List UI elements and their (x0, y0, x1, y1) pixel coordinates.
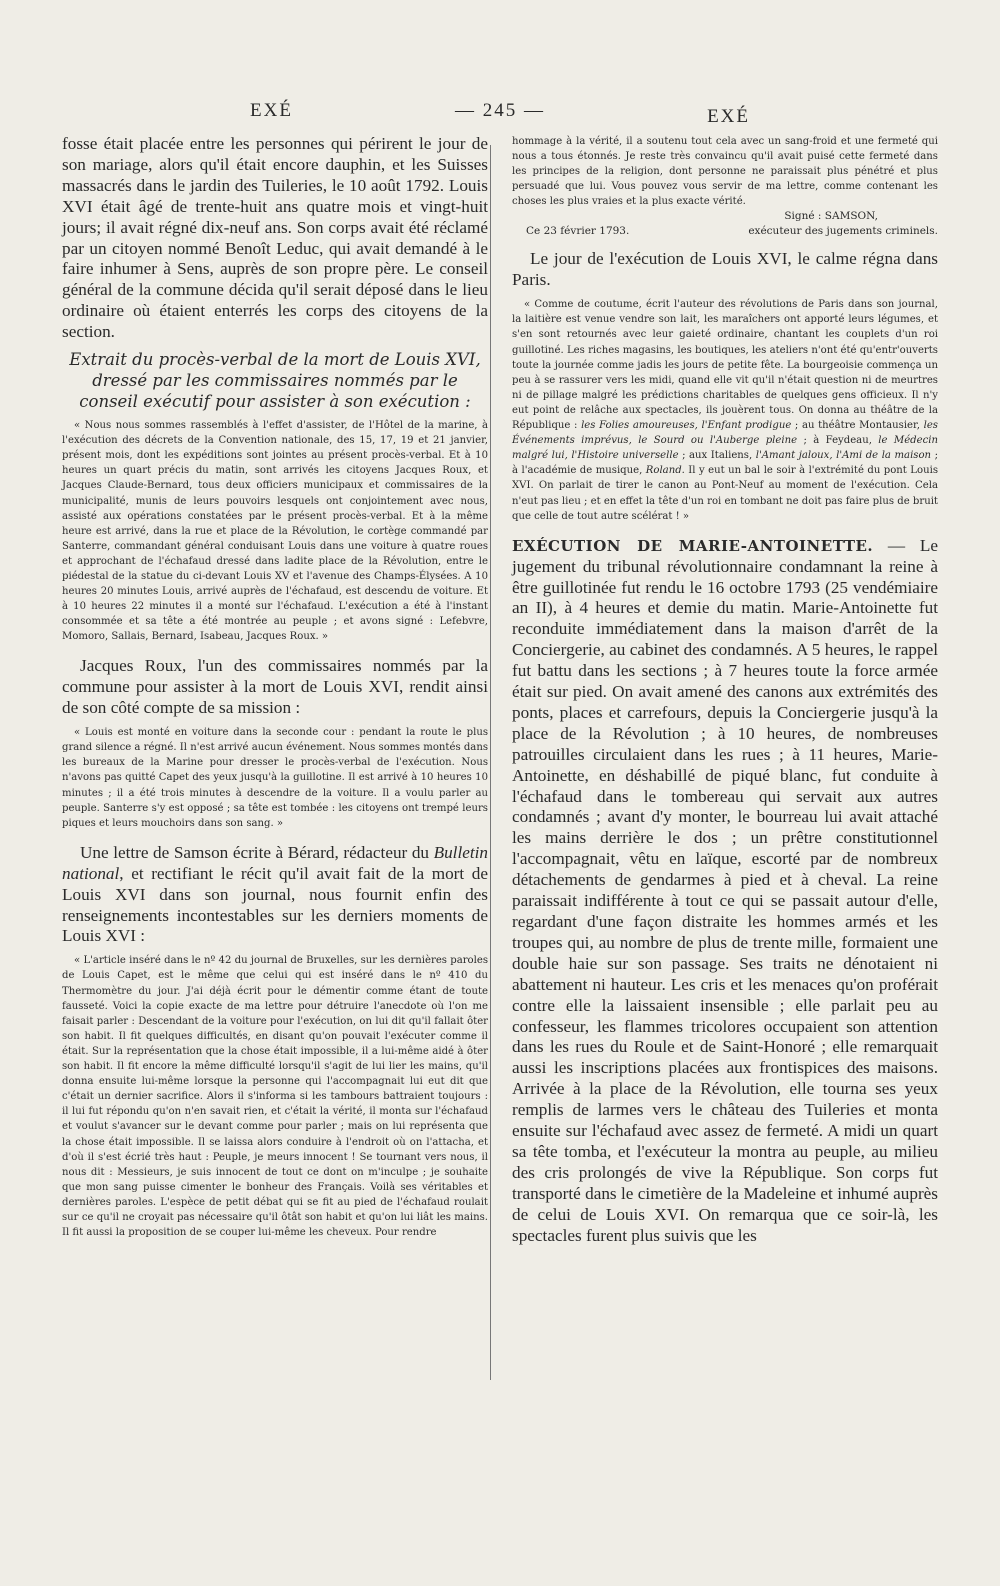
right-column (512, 134, 938, 1247)
play-titles: l'Amant jaloux, l'Ami de la maison (755, 450, 932, 462)
extract-heading: Extrait du procès-verbal de la mort de Louis XVI, dressé par les commissaires nommés par le conseil exécutif pour assister à son exécution : (69, 350, 481, 412)
section-heading: EXÉCUTION DE MARIE-ANTOINETTE. (512, 536, 874, 555)
play-titles: Roland (645, 465, 682, 477)
header-left: EXÉ (250, 100, 293, 121)
play-titles: le Médecin malgré lui, l'Histoire universelle (512, 435, 938, 462)
paragraph-calm-paris: Le jour de l'exécution de Louis XVI, le calme régna dans Paris. (512, 249, 938, 290)
text-fragment: ; aux Italiens, (678, 450, 756, 462)
quote-proces-verbal: « Nous nous sommes rassemblés à l'effet d'assister, de l'Hôtel de la marine, à l'exécution des décrets de la Convention nationale, des 15, 17, 19 et 21 janvier, présent mois, dont les expéditions sont jointes au présent procès-verbal. Et à 10 heures un quart précis du matin, sont arrivés les citoyens Jacques Roux, et Jacques Claude-Bernard, tous deux officiers municipaux et commissaires de la municipalité, munis de leurs pouvoirs lesquels ont conjointement avec nous, assisté aux opérations constatées par le présent procès-verbal. Et à la même heure est arrivé, dans la rue et place de la Révolution, le cortège commandé par Santerre, commandant général conduisant Louis dans une voiture à quatre roues et approchant de l'échafaud dressé dans ladite place de la Révolution, entre le piédestal de la statue du ci-devant Louis XV et l'avenue des Champs-Élysées. A 10 heures 20 minutes Louis, arrivé auprès de l'échafaud, est descendu de voiture. Et à 10 heures 22 minutes il a monté sur l'échafaud. L'exécution a été à l'instant consommée et sa tête a été montrée au peuple ; et avons signé : Lefebvre, Momoro, Sallais, Bernard, Isabeau, Jacques Roux. » (62, 420, 488, 643)
column-divider (490, 145, 491, 1380)
quote-jacques-roux: « Louis est monté en voiture dans la seconde cour : pendant la route le plus grand silence a régné. Il n'est arrivé aucun événement. Nous sommes montés dans les bureaux de la Marine pour dresser le procès-verbal de l'exécution. Nous n'avons pas quitté Capet des yeux jusqu'à la guillotine. Il est arrivé à 10 heures 10 minutes ; il a été trois minutes à descendre de la voiture. Il a voulu parler au peuple. Santerre s'y est opposé ; sa tête est tombée : les citoyens ont trempé leurs piques et leurs mouchoirs dans son sang. » (62, 727, 489, 829)
text-fragment: ; à Feydeau, (797, 435, 879, 447)
paragraph-samson-letter (62, 843, 488, 948)
paragraph-jacques-roux: Jacques Roux, l'un des commissaires nommés par la commune pour assister à la mort de Louis XVI, rendit ainsi de son côté compte de sa mission : (62, 656, 488, 718)
signature: Signé : SAMSON, (784, 210, 878, 223)
text-fragment: — Le jugement du tribunal révolutionnaire condamnant la reine à être guillotinée fut rendu le 16 octobre 1793 (25 vendémiaire an II), à 4 heures et demie du matin. Marie-Antoinette fut reconduite immédiatement dans la maison d'arrêt de la Conciergerie, au cabinet des condamnés. A 5 heures, le rappel fut battu dans les sections ; à 7 heures toute la force armée était sur pied. On avait amené des canons aux extrémités des ponts, places et carrefours, depuis la Conciergerie jusqu'à la place de la Révolution ; à 10 heures, de nombreuses patrouilles circulaient dans les rues ; à 11 heures, Marie-Antoinette, en déshabillé de piqué blanc, fut conduite à l'échafaud dans le tombereau qui servait aux autres condamnés ; avant d'y monter, le bourreau lui avait attaché les mains derrière le dos ; un prêtre constitutionnel l'accompagnait, vêtu en laïque, escorté par de nombreux détachements de gendarmes à pied et à cheval. La reine paraissait indifférente à tout ce qui se passait autour d'elle, regardant d'une façon distraite les hommes armés et les troupes qui, au nombre de plus de trente mille, formaient une double haie sur son passage. Ses traits ne dénotaient ni abattement ni hauteur. Les cris et les menaces qu'on proférait contre elle la laissaient insensible ; elle parlait peu au confesseur, les flammes tricolores occupaient son attention dans les rues du Roule et de Saint-Honoré ; elle remarquait aussi les inscriptions placées aux frontispices des maisons. Arrivée à la place de la Révolution, elle tourna ses yeux remplis de larmes vers le château des Tuileries et monta ensuite sur l'échafaud avec assez de fermeté. A midi un quart sa tête tomba, et l'exécuteur la montra au peuple, au milieu des cris prolongés de vive la République. Son corps fut transporté dans le cimetière de la Madeleine et inhumé auprès de celui de Louis XVI. On remarqua que ce soir-là, les spectacles furent plus suivis que les (512, 535, 938, 1245)
text-fragment: . Il y eut un bal le soir à l'extrémité du pont Louis XVI. On parlait de tirer le canon au Pont-Neuf au moment de l'exécution. Cela n'eut pas lieu ; et en effet la tête d'un roi en tombant ne doit pas faire plus de bruit que celle de tout autre scélérat ! » (512, 465, 939, 522)
publication-title: Bulletin national (62, 842, 488, 883)
signer-role: exécuteur des jugements criminels. (748, 225, 938, 238)
quote-revolutions-de-paris (512, 297, 938, 523)
quote-samson-letter-continued: hommage à la vérité, il a soutenu tout cela avec un sang-froid et une fermeté qui nous a tous étonnés. Je reste très convaincu qu'il avait puisé cette fermeté dans les principes de la religion, dont personne ne paraissait plus pénétré et plus persuadé que lui. Vous pouvez vous servir de ma lettre, comme contenant les choses les plus vraies et la plus exacte vérité. (512, 136, 938, 208)
left-column (62, 134, 488, 1240)
running-header (62, 100, 938, 128)
quote-samson-letter: « L'article inséré dans le nº 42 du journal de Bruxelles, sur les dernières paroles de Louis Capet, est le même que celui qui est inséré dans le nº 410 du Thermomètre du jour. J'ai déjà écrit pour le démentir comme étant de toute fausseté. Voici la copie exacte de ma lettre pour détruire l'anecdote où l'on me faisait parler : Descendant de la voiture pour l'exécution, on lui dit qu'il fallait ôter son habit. Il fit quelques difficultés, en disant qu'on pouvait l'exécuter comme il était. Sur la représentation que la chose était impossible, il a lui-même aidé à ôter son habit. Il fit encore la même difficulté lorsqu'il s'agit de lui lier les mains, qu'il donna ensuite lui-même lorsque la personne qui l'accompagnait lui eut dit que c'était un dernier sacrifice. Alors il s'informa si les tambours battraient toujours : il lui fut répondu qu'on n'en savait rien, et c'était la vérité, il monta sur l'échafaud et voulut s'avancer sur le devant comme pour parler ; mais on lui représenta que la chose était impossible. Il se laissa alors conduire à l'endroit où on l'attacha, et d'où il s'est écrié très haut : Peuple, je meurs innocent ! Se tournant vers nous, il nous dit : Messieurs, je suis innocent de tout ce dont on m'inculpe ; je souhaite que mon sang puisse cimenter le bonheur des Français. Voilà ses véritables et dernières paroles. L'espèce de petit débat qui se fit au pied de l'échafaud roulait sur ce qu'il ne croyait pas nécessaire qu'il ôtât son habit et qu'on lui liât les mains. Il fit aussi la proposition de se couper lui-même les cheveux. Pour rendre (62, 955, 488, 1239)
letter-date: Ce 23 février 1793. (526, 225, 630, 238)
page-number: — 245 — (455, 100, 545, 121)
paragraph-louis-burial: fosse était placée entre les personnes qui périrent le jour de son mariage, alors qu'il était encore dauphin, et les Suisses massacrés dans le jardin des Tuileries, le 10 août 1792. Louis XVI était âgé de trente-huit ans quatre mois et vingt-huit jours; il avait régné dix-neuf ans. Son corps avait été réclamé par un citoyen nommé Benoît Leduc, qui avait demandé à le faire inhumer à Sens, auprès de son propre père. Le conseil général de la commune décida qu'il serait déposé dans le lieu ordinaire où étaient enterrés les corps des citoyens de la section. (62, 134, 488, 342)
play-titles: les Événements imprévus, le Sourd ou l'Auberge pleine (512, 420, 938, 447)
text-fragment: Une lettre de Samson écrite à Bérard, rédacteur du (80, 842, 434, 862)
text-fragment: , et rectifiant le récit qu'il avait fait de la mort de Louis XVI dans son journal, nous fournit enfin des renseignements incontestables sur les derniers moments de Louis XVI : (62, 863, 488, 946)
text-fragment: ; au théâtre Montausier, (791, 420, 924, 432)
play-titles: les Folies amoureuses, l'Enfant prodigue (581, 420, 792, 432)
text-fragment: ; à l'académie de musique, (512, 450, 939, 477)
text-fragment: « Comme de coutume, écrit l'auteur des révolutions de Paris dans son journal, la laitière est venue vendre son lait, les maraîchers ont apporté leurs légumes, et s'en sont retournés avec leur gaieté ordinaire, chantant les couplets d'un roi guillotiné. Les riches magasins, les boutiques, les ateliers n'ont été qu'entr'ouverts toute la journée comme jadis les jours de petite fête. La bourgeoisie commença un peu à se rassurer vers les midi, quand elle vit qu'il n'était question ni de meurtres ni de pillage malgré les prédictions charitables de quelques gens officieux. Il n'y eut point de relâche aux spectacles, ils jouèrent tous. On donna au théâtre de la République : (512, 299, 938, 432)
paragraph-marie-antoinette (512, 536, 938, 1247)
signature-line (512, 224, 938, 239)
header-right: EXÉ (707, 106, 750, 127)
